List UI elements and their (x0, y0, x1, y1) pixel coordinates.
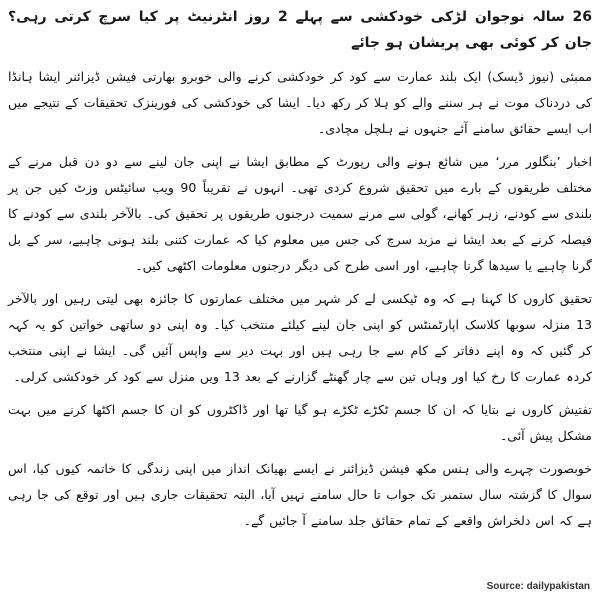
source-credit: Source: dailypakistan (486, 581, 590, 592)
article-paragraph-5: خوبصورت چہرے والی ہنس مکھ فیشن ڈیزائنر نے ایسے بھیانک انداز میں اپنی زندگی کا خاتمہ کیوں کیا، اس سوال کا گزشتہ سال ستمبر تک جواب تا حال سامنے نہیں آیا، البتہ تحقیقات جاری ہیں اور توقع کی جا رہی ہے کہ اس دلخراش واقعے کے تمام حقائق جلد سامنے آ جائیں گے۔ (8, 461, 592, 528)
article-paragraph-2: اخبار ’بنگلور مرر‘ میں شائع ہونے والی رپورٹ کے مطابق ایشا نے اپنی جان لینے سے دو دن قبل مرنے کے مختلف طریقوں کے بارے میں تحقیق شروع کردی تھی۔ انہوں نے تقریباً 90 ویب سائیٹس وزٹ کیں جن پر بلندی سے کودنے، زہر کھانے، گولی سے مرنے سمیت درجنوں طریقوں پر تحقیق کی۔ بالآخر بلندی سے کودنے کا فیصلہ کرنے کے بعد ایشا نے مزید سرچ کی جس میں معلوم کیا کہ عمارت کتنی بلند ہونی چاہیے، سر کے بل گرنا چاہیے یا سیدھا گرنا چاہیے، اور اسی طرح کی دیگر درجنوں معلومات اکٹھی کیں۔ (8, 154, 592, 273)
article-paragraph-1: ممبئی (نیوز ڈیسک) ایک بلند عمارت سے کود کر خودکشی کرنے والی خوبرو بھارتی فیشن ڈیزائنر ایشا ہانڈا کی دردناک موت نے ہر سننے والے کو ہلا کر رکھ دیا۔ ایشا کی خودکشی کی فورینزک تحقیقات کے نتیجے میں اب ایسے حقائق سامنے آئے جنہوں نے ہلچل مچادی۔ (8, 69, 592, 136)
article-paragraph-3: تحقیق کاروں کا کہنا ہے کہ وہ ٹیکسی لے کر شہر میں مختلف عمارتوں کا جائزہ بھی لیتی رہیں اور بالآخر 13 منزلہ سوبھا کلاسک اپارٹمنٹس کو اپنی جان لینے کیلئے منتخب کیا۔ وہ اپنی دو ساتھی خواتین کو یہ کہہ کر گئیں کہ وہ اپنے دفاتر کے کام سے جا رہی ہیں اور بہت دیر سے واپس آئیں گی۔ ایشا نے اپنی منتخب کردہ عمارت کا رخ کیا اور وہاں تین سے چار گھنٹے گزارنے کے بعد 13 ویں منزل سے کود کر خودکشی کرلی۔ (8, 291, 592, 384)
article-paragraph-4: تفتیش کاروں نے بتایا کہ ان کا جسم ٹکڑے ٹکڑے ہو گیا تھا اور ڈاکٹروں کو ان کا جسم اکٹھا کرنے میں بہت مشکل پیش آئی۔ (8, 402, 592, 443)
article-headline: 26 سالہ نوجوان لڑکی خودکشی سے پہلے 2 روز انٹرنیٹ پر کیا سرچ کرتی رہی؟ جان کر کوئی بھی پریشان ہو جائے (8, 9, 592, 51)
